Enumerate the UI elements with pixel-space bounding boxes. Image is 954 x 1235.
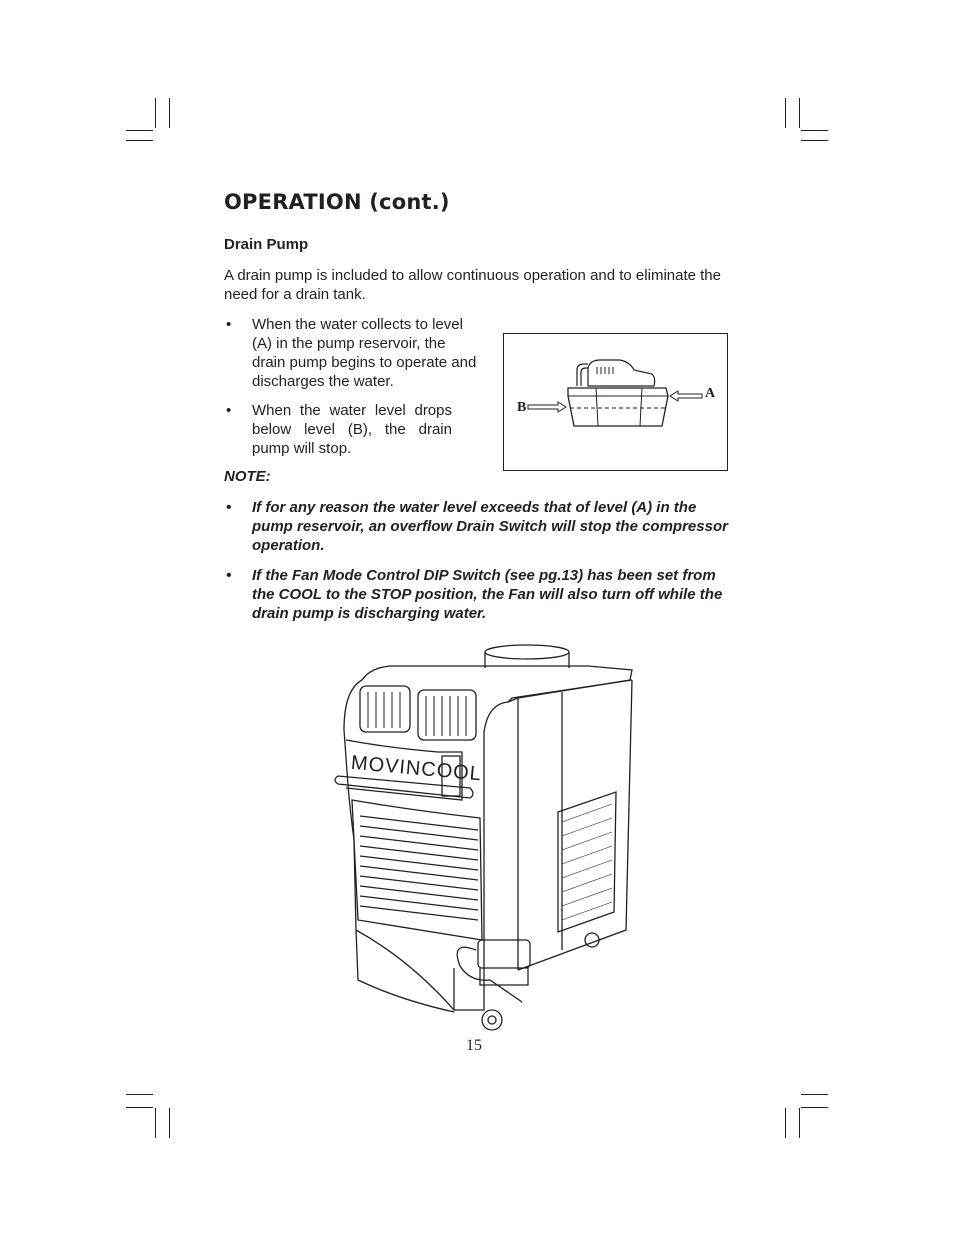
crop-mark-bl-h2 — [126, 1107, 153, 1108]
crop-mark-tr-h — [801, 130, 828, 131]
crop-mark-tl-v — [155, 98, 156, 128]
note-text: If the Fan Mode Control DIP Switch (see pg.13) has been set from the COOL to the STOP position, the Fan will also turn off while the drain pump is discharging water. — [252, 567, 723, 622]
crop-mark-tr-v2 — [799, 98, 800, 128]
crop-mark-br-h — [801, 1094, 828, 1095]
bullet-dot: • — [226, 499, 232, 516]
bullet-dot: • — [226, 316, 232, 333]
crop-mark-bl-h — [126, 1094, 153, 1095]
page-number: 15 — [466, 1037, 482, 1054]
bullet-dot: • — [226, 402, 232, 419]
note-label: NOTE: — [224, 468, 271, 485]
crop-mark-tl-v2 — [169, 98, 170, 128]
crop-mark-tr-v — [785, 98, 786, 128]
crop-mark-br-v2 — [799, 1108, 800, 1138]
crop-mark-tl-h2 — [126, 140, 153, 141]
top-vent-slats — [368, 692, 466, 736]
crop-mark-br-h2 — [801, 1107, 828, 1108]
bullet-dot: • — [226, 567, 232, 584]
drain-pump-diagram — [503, 333, 728, 471]
page-title: OPERATION (cont.) — [224, 190, 450, 214]
bullet-text: When the water level drops below level (B), the drain pump will stop. — [252, 402, 452, 457]
crop-mark-bl-v2 — [169, 1108, 170, 1138]
unit-drawing — [330, 640, 640, 1040]
section-subheading: Drain Pump — [224, 236, 309, 253]
crop-mark-tl-h — [126, 130, 153, 131]
bullet-text: When the water collects to level (A) in the pump reservoir, the drain pump begins to operate and discharges the water. — [252, 316, 477, 390]
front-grille-slats — [360, 816, 478, 920]
crop-mark-tr-h2 — [801, 140, 828, 141]
side-grille-mesh — [562, 804, 612, 920]
brand-logo-lettering: MOVINCOOL — [350, 752, 483, 786]
crop-mark-br-v — [785, 1108, 786, 1138]
level-a-label: A — [705, 386, 716, 401]
level-b-label: B — [517, 400, 527, 415]
intro-paragraph: A drain pump is included to allow continuous operation and to eliminate the need for a drain tank. — [224, 267, 721, 303]
crop-mark-bl-v — [155, 1108, 156, 1138]
air-conditioner-illustration — [330, 640, 640, 1040]
drain-pump-drawing — [504, 334, 726, 469]
note-text: If for any reason the water level exceeds that of level (A) in the pump reservoir, an overflow Drain Switch will stop the compressor operation. — [252, 499, 728, 554]
